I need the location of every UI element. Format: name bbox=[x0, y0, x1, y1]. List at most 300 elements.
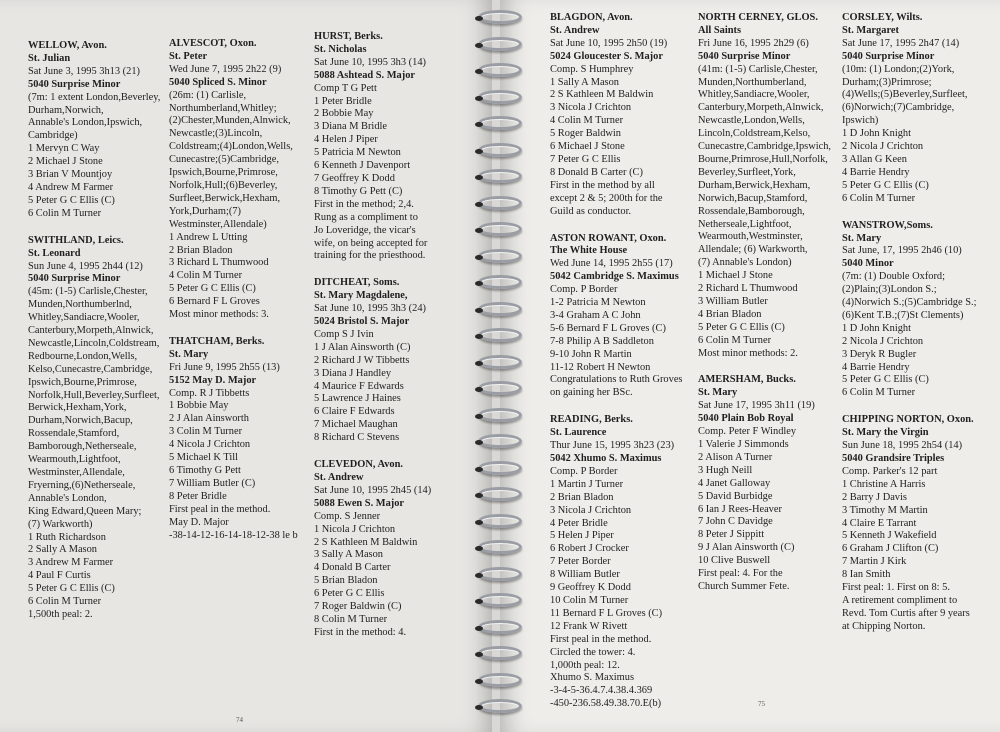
peal-line: Wed June 7, 1995 2h22 (9) bbox=[169, 63, 282, 75]
peal-line: (6)Norwich;(7)Cambridge, bbox=[842, 102, 955, 114]
right-page-number: 75 bbox=[758, 700, 765, 708]
binding-ring bbox=[478, 487, 522, 501]
peal-line: Annable's London,Ipswich, bbox=[28, 117, 143, 129]
peal-line: First in the method by all bbox=[550, 179, 655, 191]
peal-line: 1 D John Knight bbox=[842, 322, 911, 334]
peal-line: -3-4-5-36.4.7.4.38.4.369 bbox=[550, 685, 653, 697]
peal-place: WELLOW, Avon. bbox=[28, 40, 107, 51]
peal-entry bbox=[698, 374, 838, 593]
peal-line: Ipswich,Bourne,Primrose, bbox=[28, 376, 137, 388]
peal-line: First peal in the method. bbox=[169, 503, 271, 515]
peal-line: Munden,Northumberlnd, bbox=[28, 299, 132, 311]
binding-ring bbox=[478, 90, 522, 104]
left-page-number: 74 bbox=[236, 716, 243, 724]
peal-line: 8 Colin M Turner bbox=[314, 613, 388, 625]
peal-church: St. Mary the Virgin bbox=[842, 427, 929, 439]
peal-line: Thur June 15, 1995 3h23 (23) bbox=[550, 440, 675, 452]
peal-method: 5152 May D. Major bbox=[169, 374, 257, 386]
peal-line: Rossendale,Bamborough, bbox=[698, 205, 805, 217]
peal-line: First peal: 1. First on 8: 5. bbox=[842, 582, 950, 594]
peal-line: 1,500th peal: 2. bbox=[28, 608, 93, 620]
peal-line: Wed June 14, 1995 2h55 (17) bbox=[550, 258, 673, 270]
peal-line: 6 Colin M Turner bbox=[28, 596, 102, 608]
binding-ring bbox=[478, 222, 522, 236]
peal-church: St. Mary bbox=[169, 348, 209, 360]
peal-line: 5 Peter G C Ellis (C) bbox=[842, 374, 929, 386]
peal-church: All Saints bbox=[698, 24, 742, 36]
peal-line: (10m: (1) London;(2)York, bbox=[842, 63, 955, 75]
peal-line: Ipswich,Bourne,Primrose, bbox=[169, 167, 278, 179]
peal-line: Durham,Norwich, bbox=[28, 104, 104, 116]
peal-church: St. Peter bbox=[169, 50, 208, 62]
peal-line: 6 Timothy G Pett bbox=[169, 465, 241, 476]
peal-method: 5040 Surprise Minor bbox=[698, 50, 791, 62]
peal-line: 3 Deryk R Bugler bbox=[842, 348, 917, 360]
peal-church: St. Nicholas bbox=[314, 43, 367, 55]
peal-line: 2 Alison A Turner bbox=[698, 451, 773, 463]
peal-line: at Chipping Norton. bbox=[842, 620, 926, 632]
peal-line: -38-14-12-16-14-18-12-38 le b bbox=[169, 529, 298, 541]
peal-church: St. Andrew bbox=[314, 472, 364, 483]
binding-ring bbox=[478, 593, 522, 607]
peal-church: St. Mary Magdalene, bbox=[314, 290, 408, 302]
peal-line: 3 Andrew M Farmer bbox=[28, 557, 114, 569]
peal-line: 2 S Kathleen M Baldwin bbox=[550, 89, 654, 101]
peal-line: Munden,Northumberland, bbox=[698, 76, 807, 88]
peal-method: 5040 Surprise Minor bbox=[28, 273, 121, 285]
peal-line: 6 Graham J Clifton (C) bbox=[842, 543, 939, 555]
peal-line: 4 Donald B Carter bbox=[314, 562, 391, 574]
peal-line: Bamborough,Netherseale, bbox=[28, 441, 137, 453]
binding-ring bbox=[478, 355, 522, 369]
peal-place: CHIPPING NORTON, Oxon. bbox=[842, 414, 974, 426]
peal-line: (7m: (1) Double Oxford; bbox=[842, 271, 946, 283]
peal-line: 8 William Butler bbox=[550, 569, 620, 581]
peal-line: 8 Richard C Stevens bbox=[314, 432, 400, 444]
peal-place: NORTH CERNEY, GLOS. bbox=[698, 12, 818, 23]
peal-place: WANSTROW,Soms. bbox=[842, 219, 933, 231]
peal-line: 6 Colin M Turner bbox=[28, 207, 102, 219]
peal-church: St. Laurence bbox=[550, 427, 607, 439]
peal-line: (41m: (1-5) Carlisle,Chester, bbox=[698, 63, 818, 75]
peal-line: 1 J Alan Ainsworth (C) bbox=[314, 341, 411, 353]
peal-line: Circled the tower: 4. bbox=[550, 646, 636, 658]
peal-line: 8 Ian Smith bbox=[842, 569, 891, 581]
peal-line: (6)Kent T.B.;(7)St Clements) bbox=[842, 309, 964, 321]
peal-line: (7m: 1 extent London,Beverley, bbox=[28, 91, 161, 103]
peal-line: Norfolk,Hull;(6)Beverley, bbox=[169, 179, 278, 191]
binding-ring bbox=[478, 116, 522, 130]
peal-place: DITCHEAT, Soms. bbox=[314, 277, 400, 289]
peal-entry bbox=[842, 220, 998, 401]
peal-line: 7 Martin J Kirk bbox=[842, 556, 907, 568]
peal-place: AMERSHAM, Bucks. bbox=[698, 374, 796, 386]
peal-line: Annable's London, bbox=[28, 492, 107, 504]
peal-line: 1,000th peal: 12. bbox=[550, 659, 620, 671]
binding-ring bbox=[478, 275, 522, 289]
peal-line: Durham,Norwich,Bacup, bbox=[28, 415, 133, 427]
peal-line: 4 Nicola J Crichton bbox=[169, 439, 251, 451]
peal-place: CLEVEDON, Avon. bbox=[314, 459, 404, 471]
peal-line: 6 Michael J Stone bbox=[550, 141, 625, 153]
peal-line: 5 Peter G C Ellis (C) bbox=[169, 283, 256, 295]
peal-line: 2 Sally A Mason bbox=[28, 544, 97, 556]
peal-place: READING, Berks. bbox=[550, 414, 633, 426]
peal-line: 3 William Butler bbox=[698, 295, 768, 307]
peal-line: (7) Annable's London) bbox=[698, 257, 792, 269]
column-3 bbox=[314, 31, 464, 654]
peal-line: Church Summer Fete. bbox=[698, 580, 790, 592]
peal-line: 6 Colin M Turner bbox=[842, 192, 916, 204]
peal-line: (4)Wells;(5)Beverley,Surfleet, bbox=[842, 89, 968, 101]
peal-line: Xhumo S. Maximus bbox=[550, 672, 634, 684]
peal-line: Comp. P Border bbox=[550, 284, 618, 296]
peal-line: 5 Peter G C Ellis (C) bbox=[28, 583, 115, 595]
peal-entry bbox=[842, 12, 998, 206]
peal-place: THATCHAM, Berks. bbox=[169, 335, 265, 347]
peal-entry bbox=[314, 277, 464, 445]
peal-line: 3 Diana M Bridle bbox=[314, 121, 388, 133]
peal-line: Allendale; (6) Warkworth, bbox=[698, 244, 808, 256]
peal-line: 10 Colin M Turner bbox=[550, 594, 629, 606]
peal-line: 2 Michael J Stone bbox=[28, 156, 103, 168]
peal-line: Norfolk,Hull,Beverley,Surfleet, bbox=[28, 389, 160, 401]
peal-line: 11-12 Robert H Newton bbox=[550, 361, 651, 373]
peal-line: Redbourne,London,Wells, bbox=[28, 350, 138, 362]
peal-line: 2 Barry J Davis bbox=[842, 491, 907, 503]
peal-line: Cunecastre;(5)Cambridge, bbox=[169, 154, 279, 166]
peal-line: 1 Bobbie May bbox=[169, 400, 229, 412]
binding-ring bbox=[478, 169, 522, 183]
peal-method: 5088 Ashtead S. Major bbox=[314, 69, 416, 81]
binding-ring bbox=[478, 302, 522, 316]
peal-line: York,Durham;(7) bbox=[169, 205, 241, 217]
binding-ring bbox=[478, 540, 522, 554]
peal-entry bbox=[169, 336, 311, 543]
peal-line: Rung as a compliment to bbox=[314, 211, 418, 223]
peal-line: 2 Richard L Thumwood bbox=[698, 283, 798, 295]
peal-line: (7) Warkworth) bbox=[28, 518, 93, 530]
binding-ring bbox=[478, 673, 522, 687]
peal-line: Newcastle,London,Wells, bbox=[698, 115, 805, 127]
peal-line: First peal: 4. For the bbox=[698, 568, 783, 580]
peal-line: Wearmouth,Lightfoot, bbox=[28, 454, 121, 466]
binding-ring bbox=[478, 143, 522, 157]
peal-line: Most minor methods: 2. bbox=[698, 347, 798, 359]
peal-line: Sat June 10, 1995 3h3 (14) bbox=[314, 56, 426, 68]
peal-line: 9 J Alan Ainsworth (C) bbox=[698, 542, 795, 554]
peal-entry bbox=[169, 38, 311, 322]
peal-line: Sat June 17, 1995 2h47 (14) bbox=[842, 37, 960, 49]
peal-line: 1 Andrew L Utting bbox=[169, 231, 248, 243]
peal-line: Newcastle;(3)Lincoln, bbox=[169, 128, 263, 140]
peal-place: CORSLEY, Wilts. bbox=[842, 12, 923, 23]
peal-method: 5042 Cambridge S. Maximus bbox=[550, 271, 679, 283]
peal-line: 2 J Alan Ainsworth bbox=[169, 413, 249, 425]
peal-line: 7 Geoffrey K Dodd bbox=[314, 172, 395, 184]
peal-line: 6 Ian J Rees-Heaver bbox=[698, 503, 782, 515]
peal-line: 5 Roger Baldwin bbox=[550, 128, 621, 140]
peal-line: Sat June 10, 1995 3h3 (24) bbox=[314, 303, 426, 315]
peal-line: on gaining her BSc. bbox=[550, 387, 633, 399]
peal-line: Sat June 3, 1995 3h13 (21) bbox=[28, 65, 140, 77]
peal-line: Sun June 4, 1995 2h44 (12) bbox=[28, 260, 143, 272]
column-5 bbox=[698, 12, 838, 608]
peal-line: 2 Nicola J Crichton bbox=[842, 335, 924, 347]
peal-line: 5 Helen J Piper bbox=[550, 530, 614, 542]
peal-line: 9 Geoffrey K Dodd bbox=[550, 582, 631, 594]
peal-line: First in the method; 2,4. bbox=[314, 198, 414, 210]
peal-line: 3 Richard L Thumwood bbox=[169, 257, 269, 269]
peal-line: 7 Roger Baldwin (C) bbox=[314, 601, 402, 613]
peal-method: 5040 Minor bbox=[842, 258, 894, 270]
peal-line: 12 Frank W Rivett bbox=[550, 620, 628, 632]
binding-ring bbox=[478, 620, 522, 634]
peal-entry bbox=[314, 459, 464, 640]
peal-church: St. Leonard bbox=[28, 247, 81, 259]
peal-line: Revd. Tom Curtis after 9 years bbox=[842, 607, 970, 619]
peal-line: Comp. P Border bbox=[550, 465, 618, 477]
peal-line: 1 Sally A Mason bbox=[550, 76, 619, 88]
peal-church: St. Mary bbox=[842, 232, 882, 244]
peal-line: Ipswich) bbox=[842, 115, 879, 127]
peal-line: Canterbury,Morpeth,Alnwick, bbox=[28, 325, 154, 337]
peal-line: 1 Peter Bridle bbox=[314, 95, 372, 107]
peal-line: Norwich,Bacup,Stamford, bbox=[698, 192, 808, 204]
peal-line: 2 Bobbie May bbox=[314, 108, 374, 120]
binding-ring bbox=[478, 328, 522, 342]
peal-line: First peal in the method. bbox=[550, 633, 652, 645]
peal-line: Comp. Parker's 12 part bbox=[842, 465, 938, 477]
peal-line: 4 Barrie Hendry bbox=[842, 361, 910, 373]
peal-line: 6 Robert J Crocker bbox=[550, 543, 629, 555]
peal-line: 1 Ruth Richardson bbox=[28, 531, 106, 543]
peal-line: 5 Peter G C Ellis (C) bbox=[698, 321, 785, 333]
binding-ring bbox=[478, 646, 522, 660]
peal-line: (2)Plain;(3)London S.; bbox=[842, 284, 937, 296]
peal-line: (45m: (1-5) Carlisle,Chester, bbox=[28, 286, 148, 298]
peal-line: Coldstream;(4)London,Wells, bbox=[169, 141, 293, 153]
peal-line: 4 Brian Bladon bbox=[698, 308, 762, 320]
peal-line: 5 Peter G C Ellis (C) bbox=[842, 179, 929, 191]
peal-line: 8 Peter J Sippitt bbox=[698, 529, 765, 541]
peal-line: 5 Kenneth J Wakefield bbox=[842, 530, 937, 542]
peal-line: Northumberland,Whitley; bbox=[169, 102, 277, 114]
peal-line: Berwick,Hexham,York, bbox=[28, 402, 127, 414]
peal-place: SWITHLAND, Leics. bbox=[28, 234, 124, 246]
binding-ring bbox=[478, 10, 522, 24]
peal-line: Cambridge) bbox=[28, 130, 78, 142]
peal-line: Whitley,Sandiacre,Wooler, bbox=[28, 312, 140, 324]
peal-line: 1 Mervyn C Way bbox=[28, 143, 100, 155]
peal-church: St. Margaret bbox=[842, 24, 899, 36]
peal-place: ASTON ROWANT, Oxon. bbox=[550, 232, 667, 244]
peal-line: Comp. S Humphrey bbox=[550, 63, 634, 75]
peal-entry bbox=[550, 414, 692, 711]
binding-ring bbox=[478, 699, 522, 713]
peal-line: Durham,Berwick,Hexham, bbox=[698, 179, 811, 191]
peal-line: 10 Clive Buswell bbox=[698, 555, 771, 567]
peal-line: Whitley,Sandiacre,Wooler, bbox=[698, 89, 810, 101]
peal-line: wife, on being accepted for bbox=[314, 237, 428, 249]
peal-line: Guild as conductor. bbox=[550, 205, 632, 217]
peal-line: 4 Paul F Curtis bbox=[28, 570, 91, 582]
peal-line: 9-10 John R Martin bbox=[550, 348, 632, 360]
peal-method: 5042 Xhumo S. Maximus bbox=[550, 453, 662, 464]
peal-line: Fri June 9, 1995 2h55 (13) bbox=[169, 361, 280, 373]
peal-line: (4)Norwich S.;(5)Cambridge S.; bbox=[842, 297, 977, 309]
peal-line: Canterbury,Morpeth,Alnwick, bbox=[698, 102, 824, 114]
peal-line: 1 D John Knight bbox=[842, 128, 911, 140]
peal-line: 3 Diana J Handley bbox=[314, 367, 392, 379]
peal-line: Congratulations to Ruth Groves bbox=[550, 374, 683, 386]
peal-line: 1 Michael J Stone bbox=[698, 270, 773, 282]
peal-line: 6 Claire F Edwards bbox=[314, 406, 395, 418]
peal-line: 4 Andrew M Farmer bbox=[28, 181, 114, 193]
peal-line: 8 Donald B Carter (C) bbox=[550, 166, 643, 178]
peal-line: 2 Brian Bladon bbox=[169, 244, 233, 256]
peal-line: 4 Maurice F Edwards bbox=[314, 380, 404, 392]
peal-church: St. Andrew bbox=[550, 24, 600, 36]
peal-line: except 2 & 5; 200th for the bbox=[550, 192, 663, 204]
peal-line: 5 Lawrence J Haines bbox=[314, 393, 401, 405]
peal-line: 3 Hugh Neill bbox=[698, 464, 753, 476]
peal-entry bbox=[842, 414, 998, 633]
peal-line: A retirement compliment to bbox=[842, 594, 958, 606]
binding-ring bbox=[478, 567, 522, 581]
peal-place: ALVESCOT, Oxon. bbox=[169, 38, 257, 49]
peal-line: 5 Patricia M Newton bbox=[314, 147, 401, 159]
peal-line: 3 Brian V Mountjoy bbox=[28, 169, 113, 181]
peal-line: Bourne,Primrose,Hull,Norfolk, bbox=[698, 153, 828, 165]
peal-line: 5 Michael K Till bbox=[169, 452, 238, 464]
peal-line: First in the method: 4. bbox=[314, 626, 407, 638]
peal-line: 8 Peter Bridle bbox=[169, 490, 227, 502]
peal-line: 7 William Butler (C) bbox=[169, 477, 256, 489]
peal-line: Westminster,Allendale, bbox=[28, 467, 125, 478]
peal-line: Netherseale,Lightfoot, bbox=[698, 218, 792, 230]
peal-line: May D. Major bbox=[169, 516, 229, 528]
binding-ring bbox=[478, 196, 522, 210]
peal-line: 4 Helen J Piper bbox=[314, 134, 378, 146]
peal-line: Comp S J Ivin bbox=[314, 328, 374, 340]
peal-line: (2)Chester,Munden,Alnwick, bbox=[169, 115, 291, 127]
column-1 bbox=[28, 40, 168, 636]
peal-line: 7 Michael Maughan bbox=[314, 419, 398, 431]
peal-line: Most minor methods: 3. bbox=[169, 309, 269, 321]
peal-line: 3 Allan G Keen bbox=[842, 153, 907, 165]
peal-line: -450-236.58.49.38.70.E(b) bbox=[550, 698, 662, 710]
peal-line: Jo Loveridge, the vicar's bbox=[314, 224, 416, 236]
peal-line: 4 Janet Galloway bbox=[698, 477, 771, 489]
peal-line: 2 Brian Bladon bbox=[550, 491, 614, 503]
peal-line: (26m: (1) Carlisle, bbox=[169, 89, 247, 101]
peal-line: Comp. R J Tibbetts bbox=[169, 387, 250, 399]
column-6 bbox=[842, 12, 998, 648]
peal-line: 7 Peter Border bbox=[550, 556, 611, 568]
peal-line: Sat June 17, 1995 3h11 (19) bbox=[698, 400, 815, 412]
peal-line: 4 Claire E Tarrant bbox=[842, 517, 917, 529]
peal-line: Sun June 18, 1995 2h54 (14) bbox=[842, 440, 963, 452]
peal-line: 8 Timothy G Pett (C) bbox=[314, 185, 403, 197]
peal-line: Rossendale,Stamford, bbox=[28, 428, 120, 440]
peal-line: 3 Colin M Turner bbox=[169, 426, 243, 438]
peal-line: 1 Martin J Turner bbox=[550, 478, 624, 490]
peal-line: 1 Nicola J Crichton bbox=[314, 523, 396, 535]
peal-line: Westminster,Allendale) bbox=[169, 218, 267, 230]
peal-line: Newcastle,Lincoln,Coldstream, bbox=[28, 337, 160, 349]
peal-line: 6 Bernard F L Groves bbox=[169, 296, 260, 308]
peal-entry bbox=[28, 235, 168, 622]
peal-line: 6 Colin M Turner bbox=[698, 334, 772, 346]
peal-line: Sat June, 17, 1995 2h46 (10) bbox=[842, 245, 962, 257]
peal-line: Durham;(3)Primrose; bbox=[842, 76, 932, 88]
peal-line: Fryerning,(6)Netherseale, bbox=[28, 479, 136, 491]
peal-line: Beverley,Surfleet,York, bbox=[698, 166, 796, 178]
peal-line: 2 S Kathleen M Baldwin bbox=[314, 536, 418, 548]
peal-method: 5040 Surprise Minor bbox=[842, 50, 935, 62]
peal-place: HURST, Berks. bbox=[314, 31, 383, 42]
peal-line: Lincoln,Coldstream,Kelso, bbox=[698, 128, 811, 140]
peal-line: 3 Nicola J Crichton bbox=[550, 504, 632, 516]
peal-line: training for the priesthood. bbox=[314, 250, 426, 262]
peal-line: 6 Peter G C Ellis bbox=[314, 588, 385, 600]
peal-line: 2 Richard J W Tibbetts bbox=[314, 354, 410, 366]
peal-line: Wearmouth,Westminster, bbox=[698, 231, 803, 243]
binding-ring bbox=[478, 381, 522, 395]
peal-line: 5-6 Bernard F L Groves (C) bbox=[550, 322, 666, 334]
peal-method: 5024 Bristol S. Major bbox=[314, 316, 410, 328]
peal-line: Comp T G Pett bbox=[314, 82, 377, 94]
peal-method: 5040 Surprise Minor bbox=[28, 78, 121, 90]
binding-ring bbox=[478, 249, 522, 263]
peal-entry bbox=[314, 31, 464, 263]
peal-line: 1 Valerie J Simmonds bbox=[698, 439, 789, 450]
peal-place: BLAGDON, Avon. bbox=[550, 12, 633, 23]
binding-ring bbox=[478, 63, 522, 77]
peal-line: 4 Peter Bridle bbox=[550, 517, 608, 529]
peal-line: 3 Sally A Mason bbox=[314, 549, 383, 561]
column-2 bbox=[169, 38, 311, 556]
peal-method: 5040 Plain Bob Royal bbox=[698, 413, 794, 425]
peal-method: 5040 Grandsire Triples bbox=[842, 453, 945, 464]
spiral-binding bbox=[470, 0, 530, 732]
peal-line: 4 Colin M Turner bbox=[550, 115, 624, 127]
peal-line: Kelso,Cunecastre,Cambridge, bbox=[28, 363, 153, 375]
peal-line: Comp. S Jenner bbox=[314, 510, 381, 522]
peal-church: The White House bbox=[550, 245, 628, 257]
binding-ring bbox=[478, 37, 522, 51]
peal-entry bbox=[550, 233, 692, 401]
peal-line: 6 Colin M Turner bbox=[842, 387, 916, 399]
peal-line: 7 John C Davidge bbox=[698, 516, 773, 528]
peal-line: 5 Peter G C Ellis (C) bbox=[28, 194, 115, 206]
peal-entry bbox=[698, 12, 838, 360]
peal-line: 6 Kenneth J Davenport bbox=[314, 160, 411, 172]
peal-line: Fri June 16, 1995 2h29 (6) bbox=[698, 37, 809, 49]
peal-line: King Edward,Queen Mary; bbox=[28, 505, 142, 517]
peal-line: 4 Colin M Turner bbox=[169, 270, 243, 282]
peal-line: 3 Timothy M Martin bbox=[842, 504, 928, 516]
peal-line: 5 David Burbidge bbox=[698, 490, 773, 502]
binding-ring bbox=[478, 514, 522, 528]
column-4 bbox=[550, 12, 692, 725]
peal-line: 11 Bernard F L Groves (C) bbox=[550, 607, 663, 619]
peal-method: 5024 Gloucester S. Major bbox=[550, 50, 663, 62]
peal-line: 4 Barrie Hendry bbox=[842, 166, 910, 178]
peal-line: 2 Nicola J Crichton bbox=[842, 141, 924, 153]
peal-line: Sat June 10, 1995 2h50 (19) bbox=[550, 37, 668, 49]
